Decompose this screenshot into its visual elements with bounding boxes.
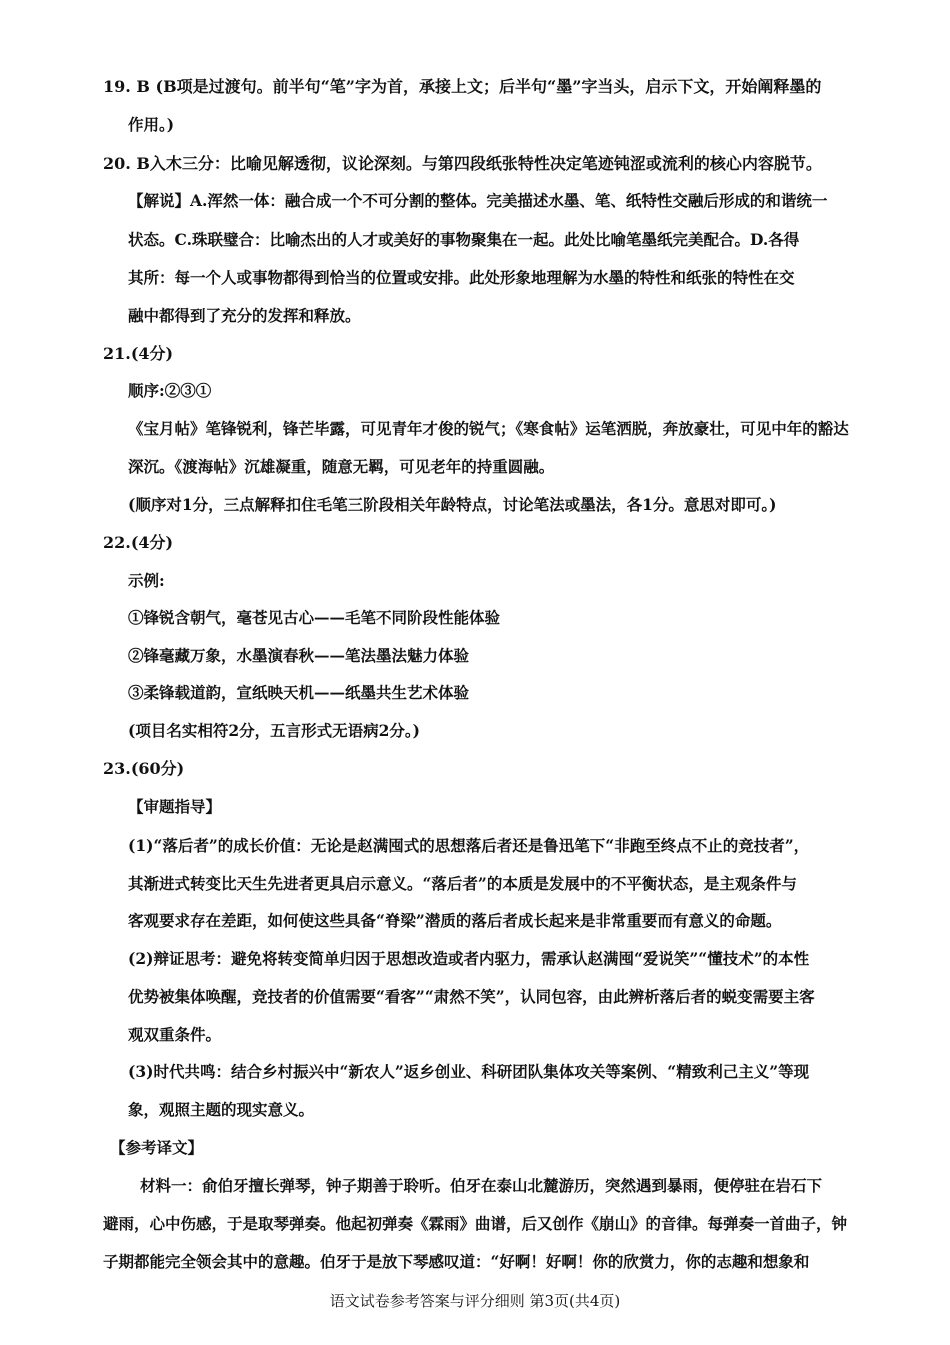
translation-line-3: 子期都能完全领会其中的意趣。伯牙于是放下琴感叹道：“好啊！好啊！你的欣赏力，你的志趣和想象和 — [103, 1252, 810, 1271]
q23-heading: 23.(60分) — [103, 759, 185, 778]
q19-line-1: 19. B (B项是过渡句。前半句“笔”字为首，承接上文；后半句“墨”字当头，启示下文，开始阐释墨的 — [103, 77, 822, 96]
q23-guide-1-line-1: (1)“落后者”的成长价值：无论是赵满囤式的思想落后者还是鲁迅笔下“非跑至终点不止的竞技者”， — [128, 836, 810, 855]
q22-example-label: 示例: — [128, 571, 165, 590]
q23-guide-2-line-3: 观双重条件。 — [128, 1025, 222, 1044]
q20-explain-line-1: 【解说】A.浑然一体：融合成一个不可分割的整体。完美描述水墨、笔、纸特性交融后形成的和谐统一 — [128, 191, 828, 210]
q23-guide-1-line-3: 客观要求存在差距，如何使这些具备“脊梁”潜质的落后者成长起来是非常重要而有意义的命题。 — [128, 911, 782, 930]
q20-line-1: 20. B入木三分：比喻见解透彻，议论深刻。与第四段纸张特性决定笔迹钝涩或流利的核心内容脱节。 — [103, 154, 822, 173]
q23-guide-1-line-2: 其渐进式转变比天生先进者更具启示意义。“落后者”的本质是发展中的不平衡状态，是主观条件与 — [128, 874, 797, 893]
q21-answer-line-2: 深沉。《渡海帖》沉雄凝重，随意无羁，可见老年的持重圆融。 — [128, 457, 555, 476]
translation-line-1: 材料一：俞伯牙擅长弹琴，钟子期善于聆听。伯牙在泰山北麓游历，突然遇到暴雨，便停驻在岩石下 — [140, 1176, 823, 1195]
q20-explain-line-4: 融中都得到了充分的发挥和释放。 — [128, 306, 361, 325]
q22-heading: 22.(4分) — [103, 533, 174, 552]
q21-order: 顺序:②③① — [128, 381, 212, 400]
q21-answer-line-1: 《宝月帖》笔锋锐利，锋芒毕露，可见青年才俊的锐气；《寒食帖》运笔洒脱，奔放豪壮，可见中年的豁达 — [128, 419, 849, 438]
q22-example-3: ③柔锋载道韵，宣纸映天机——纸墨共生艺术体验 — [128, 683, 470, 702]
q22-example-1: ①锋锐含朝气，毫苍见古心——毛笔不同阶段性能体验 — [128, 608, 501, 627]
q22-example-2: ②锋毫藏万象，水墨演春秋——笔法墨法魅力体验 — [128, 646, 470, 665]
q23-guide-2-line-2: 优势被集体唤醒，竞技者的价值需要“看客”“肃然不笑”，认同包容，由此辨析落后者的蜕变需要主客 — [128, 987, 815, 1006]
q20-explain-line-3: 其所：每一个人或事物都得到恰当的位置或安排。此处形象地理解为水墨的特性和纸张的特性在交 — [128, 268, 795, 287]
q23-guide-3-line-1: (3)时代共鸣：结合乡村振兴中“新农人”返乡创业、科研团队集体攻关等案例、“精致利己主义”等现 — [128, 1062, 810, 1081]
translation-heading: 【参考译文】 — [110, 1138, 204, 1157]
translation-line-2: 避雨，心中伤感，于是取琴弹奏。他起初弹奏《霖雨》曲谱，后又创作《崩山》的音律。每弹奏一首曲子，钟 — [103, 1214, 848, 1233]
q19-line-2: 作用。) — [128, 115, 175, 134]
page-footer: 语文试卷参考答案与评分细则 第3页(共4页) — [329, 1292, 621, 1310]
q20-explain-line-2: 状态。C.珠联璧合：比喻杰出的人才或美好的事物聚集在一起。此处比喻笔墨纸完美配合。D.各得 — [128, 230, 800, 249]
q23-guide-3-line-2: 象，观照主题的现实意义。 — [128, 1100, 315, 1119]
q21-heading: 21.(4分) — [103, 344, 174, 363]
q23-guide-2-line-1: (2)辩证思考：避免将转变简单归因于思想改造或者内驱力，需承认赵满囤“爱说笑”“懂技术”的本性 — [128, 949, 810, 968]
q22-scoring: (项目名实相符2分，五言形式无语病2分。) — [128, 721, 420, 740]
q21-scoring: (顺序对1分，三点解释扣住毛笔三阶段相关年龄特点，讨论笔法或墨法，各1分。意思对即可。) — [128, 495, 777, 514]
q23-guide-heading: 【审题指导】 — [128, 797, 222, 816]
